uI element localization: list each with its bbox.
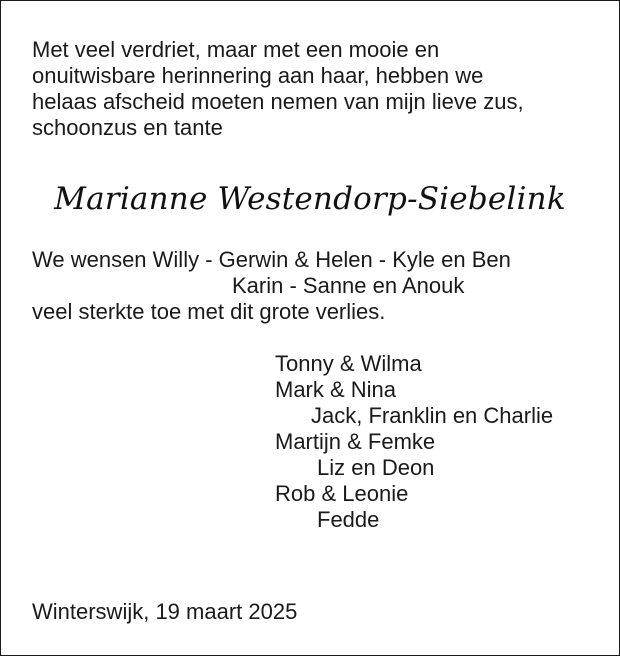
intro-line-4: schoonzus en tante [32,115,223,140]
family-line-1: Tonny & Wilma [275,351,422,376]
deceased-name: Marianne Westendorp-Siebelink [54,181,566,217]
family-line-3: Jack, Franklin en Charlie [311,403,554,428]
family-line-6: Rob & Leonie [275,481,409,506]
intro-line-1: Met veel verdriet, maar met een mooie en [32,37,440,62]
family-line-4: Martijn & Femke [275,429,436,454]
family-line-7: Fedde [317,507,380,532]
family-line-5: Liz en Deon [317,455,435,480]
intro-line-2: onuitwisbare herinnering aan haar, hebben we [32,63,484,88]
wishes-line-1: We wensen Willy - Gerwin & Helen - Kyle en Ben [32,247,511,272]
wishes-line-3: veel sterkte toe met dit grote verlies. [32,299,386,324]
place-date: Winterswijk, 19 maart 2025 [32,599,298,624]
wishes-line-2: Karin - Sanne en Anouk [232,273,465,298]
family-line-2: Mark & Nina [275,377,397,402]
intro-line-3: helaas afscheid moeten nemen van mijn lieve zus, [32,89,524,114]
